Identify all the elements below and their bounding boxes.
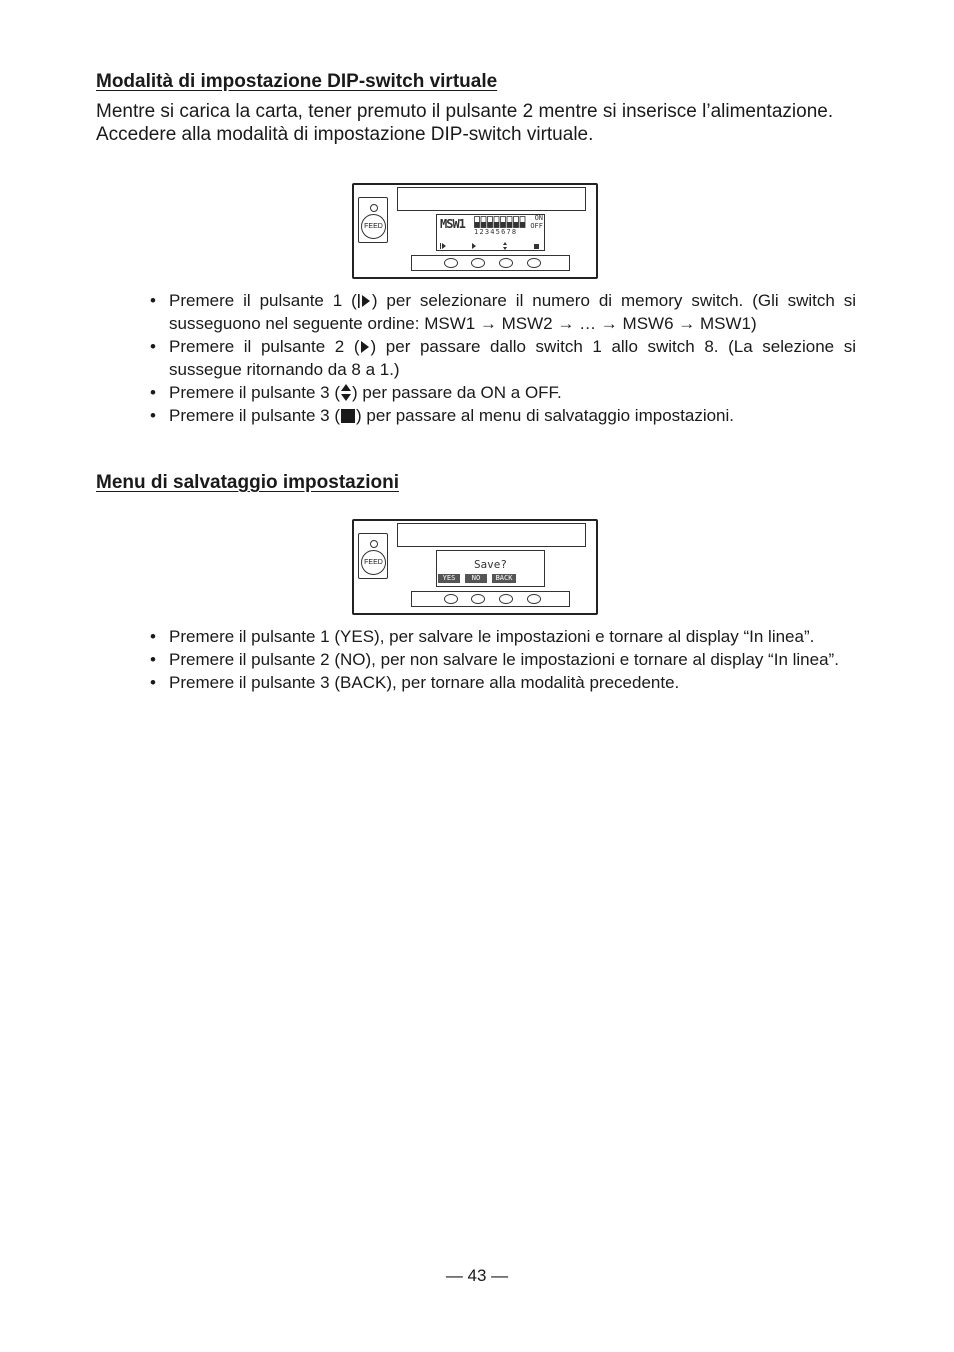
printer-panel-diagram xyxy=(352,519,598,615)
button-2 xyxy=(471,258,485,268)
power-led-icon xyxy=(370,204,378,212)
section-heading-save-menu: Menu di salvataggio impostazioni xyxy=(96,472,399,493)
button-4 xyxy=(527,594,541,604)
list-item: • Premere il pulsante 1 (YES), per salvare le impostazioni e tornare al display “In linea”. xyxy=(148,625,856,648)
list-item: • Premere il pulsante 2 ( ) per passare dallo switch 1 allo switch 8. (La selezione si sussegue ritornando da 8 a 1.) xyxy=(148,335,856,381)
feed-panel xyxy=(358,533,388,579)
skip-right-icon xyxy=(357,293,372,309)
list-item: • Premere il pulsante 3 ( ) per passare da ON a OFF. xyxy=(148,381,856,404)
lcd-display xyxy=(436,214,545,251)
section-heading-dip-switch: Modalità di impostazione DIP-switch virtuale xyxy=(96,71,498,92)
msw-label: MSW1 xyxy=(440,217,465,231)
play-right-icon xyxy=(360,339,371,355)
paper-slot xyxy=(397,523,586,547)
yes-softkey: YES xyxy=(438,574,460,583)
button-2 xyxy=(471,594,485,604)
dip-switch-icon xyxy=(474,216,530,228)
button-3 xyxy=(499,594,513,604)
on-label: ON xyxy=(534,214,543,222)
intro-paragraph: Accedere alla modalità di impostazione DIP-switch virtuale. xyxy=(96,124,594,145)
button-bar xyxy=(411,255,570,271)
button-3 xyxy=(499,258,513,268)
list-item: • Premere il pulsante 2 (NO), per non salvare le impostazioni e tornare al display “In linea”. xyxy=(148,648,856,671)
instruction-list xyxy=(148,289,856,427)
page-number: — 43 — xyxy=(445,1266,509,1285)
softkey-icons xyxy=(439,242,543,250)
button-4 xyxy=(527,258,541,268)
list-item: • Premere il pulsante 1 ( ) per selezionare il numero di memory switch. (Gli switch si susseguono nel seguente ordine: MSW1 → MSW2 → … → MSW6 → MSW1) xyxy=(148,289,856,335)
off-label: OFF xyxy=(530,222,543,230)
button-bar xyxy=(411,591,570,607)
no-softkey: NO xyxy=(465,574,487,583)
list-item: • Premere il pulsante 3 (BACK), per tornare alla modalità precedente. xyxy=(148,671,856,694)
instruction-list xyxy=(148,625,856,694)
paper-slot xyxy=(397,187,586,211)
printer-panel-diagram xyxy=(352,183,598,279)
power-led-icon xyxy=(370,540,378,548)
intro-text xyxy=(96,100,856,146)
feed-button: FEED xyxy=(361,550,386,575)
intro-paragraph: Mentre si carica la carta, tener premuto il pulsante 2 mentre si inserisce l’alimentazione. xyxy=(96,101,834,122)
button-1 xyxy=(444,594,458,604)
list-item: • Premere il pulsante 3 ( ) per passare al menu di salvataggio impostazioni. xyxy=(148,404,856,427)
save-prompt: Save? xyxy=(473,558,508,571)
feed-button: FEED xyxy=(361,214,386,239)
up-down-icon xyxy=(340,384,352,401)
stop-square-icon xyxy=(340,408,356,424)
feed-panel xyxy=(358,197,388,243)
back-softkey: BACK xyxy=(492,574,516,583)
button-1 xyxy=(444,258,458,268)
lcd-display xyxy=(436,550,545,587)
switch-numbers: 12345678 xyxy=(474,228,518,236)
